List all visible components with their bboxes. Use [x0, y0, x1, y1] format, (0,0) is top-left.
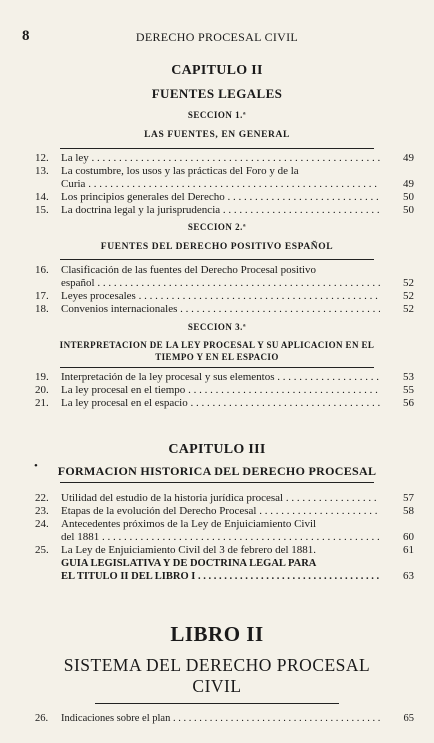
section-3-title-line2: TIEMPO Y EN EL ESPACIO — [155, 352, 279, 362]
section-divider — [60, 482, 374, 483]
section-1-label: SECCION 1.ª — [187, 110, 247, 120]
libro-subtitle-line1: SISTEMA DEL DERECHO PROCESAL — [63, 655, 371, 675]
page-number: 8 — [22, 28, 30, 44]
running-head: DERECHO PROCESAL CIVIL — [135, 30, 299, 44]
toc-entry-24[interactable]: 24. Antecedentes próximos de la Ley de Enjuiciamiento Civil del 1881 . . . 60 — [35, 518, 414, 544]
section-3-label: SECCION 3.ª — [187, 322, 247, 332]
section-divider — [60, 148, 374, 149]
section-3-title: INTERPRETACION DE LA LEY PROCESAL Y SU APLICACION EN EL — [59, 340, 375, 350]
chapter-2-title: CAPITULO II — [171, 63, 263, 78]
toc-entry-guia[interactable]: GUIA LEGISLATIVA Y DE DOCTRINA LEGAL PARA EL TITULO II DEL LIBRO I . . . 63 — [35, 557, 414, 583]
page-header — [22, 28, 412, 46]
libro-subtitle-line2: CIVIL — [192, 676, 242, 696]
section-divider — [95, 703, 339, 704]
section-2-label: SECCION 2.ª — [187, 222, 247, 232]
toc-entry-16[interactable]: 16. Clasificación de las fuentes del Derecho Procesal positivo español . . . 52 — [35, 264, 414, 290]
section-divider — [60, 367, 374, 368]
chapter-2-subtitle: FUENTES LEGALES — [151, 86, 283, 101]
section-divider — [60, 259, 374, 260]
chapter-3-subtitle: FORMACION HISTORICA DEL DERECHO PROCESAL — [57, 464, 377, 478]
toc-entry-13[interactable]: 13. La costumbre, los usos y las prácticas del Foro y de la Curia . . . 49 — [35, 165, 414, 191]
libro-title: LIBRO II — [170, 622, 264, 646]
bullet-mark: • — [34, 460, 38, 472]
section-1-title: LAS FUENTES, EN GENERAL — [144, 130, 290, 140]
book-page: 8 DERECHO PROCESAL CIVIL CAPITULO II FUENTES LEGALES SECCION 1.ª LAS FUENTES, EN GENERAL 12. La ley . . . 49 13. La costumbre, los usos y las prácticas del Foro y de la Curia . . . 49 14. Los principios generales del Derecho . . . 50 15. La doctrina legal y la jurisprudencia . . . 50 SECCION 2.ª FUENTES DEL DERECHO POSITIVO ESPAÑOL 16. Clasificación de las fuentes del Derecho Procesal positivo español . . . 52 17. Leyes procesales . . . 52 18. Convenios internacionales . . . 52 SECCION 3.ª INTERPRETACION DE LA LEY PROCESAL Y SU APLICACION EN EL TIEMPO Y EN EL ESPACIO 19. Interpretación de la ley procesal y sus elementos . . . 53 20. La ley procesal en el tiempo . . . 55 21. La ley procesal en el espacio . . . 56 CAPITULO III • FORMACION HISTORICA DEL DERECHO PROCESAL 22. Utilidad del estudio de la historia jurídica procesal . . . 57 23. Etapas de la evolución del Derecho Procesal . . . 58 24. Antecedentes próximos de la Ley de Enjuiciamiento Civil del 1881 . . . 60 25. La Ley de Enjuiciamiento Civil del 3 de febrero del 1881. 61 GUIA LEGISLATIVA Y DE DOCTRINA LEGAL PARA EL TITULO II DEL LIBRO I . . . 63 LIBRO II SISTEMA DEL DERECHO PROCESAL CIVIL 26. Indicaciones sobre el plan . . . 65 — [0, 0, 434, 743]
chapter-3-title: CAPITULO III — [168, 442, 266, 457]
section-2-title: FUENTES DEL DERECHO POSITIVO ESPAÑOL — [100, 242, 334, 252]
